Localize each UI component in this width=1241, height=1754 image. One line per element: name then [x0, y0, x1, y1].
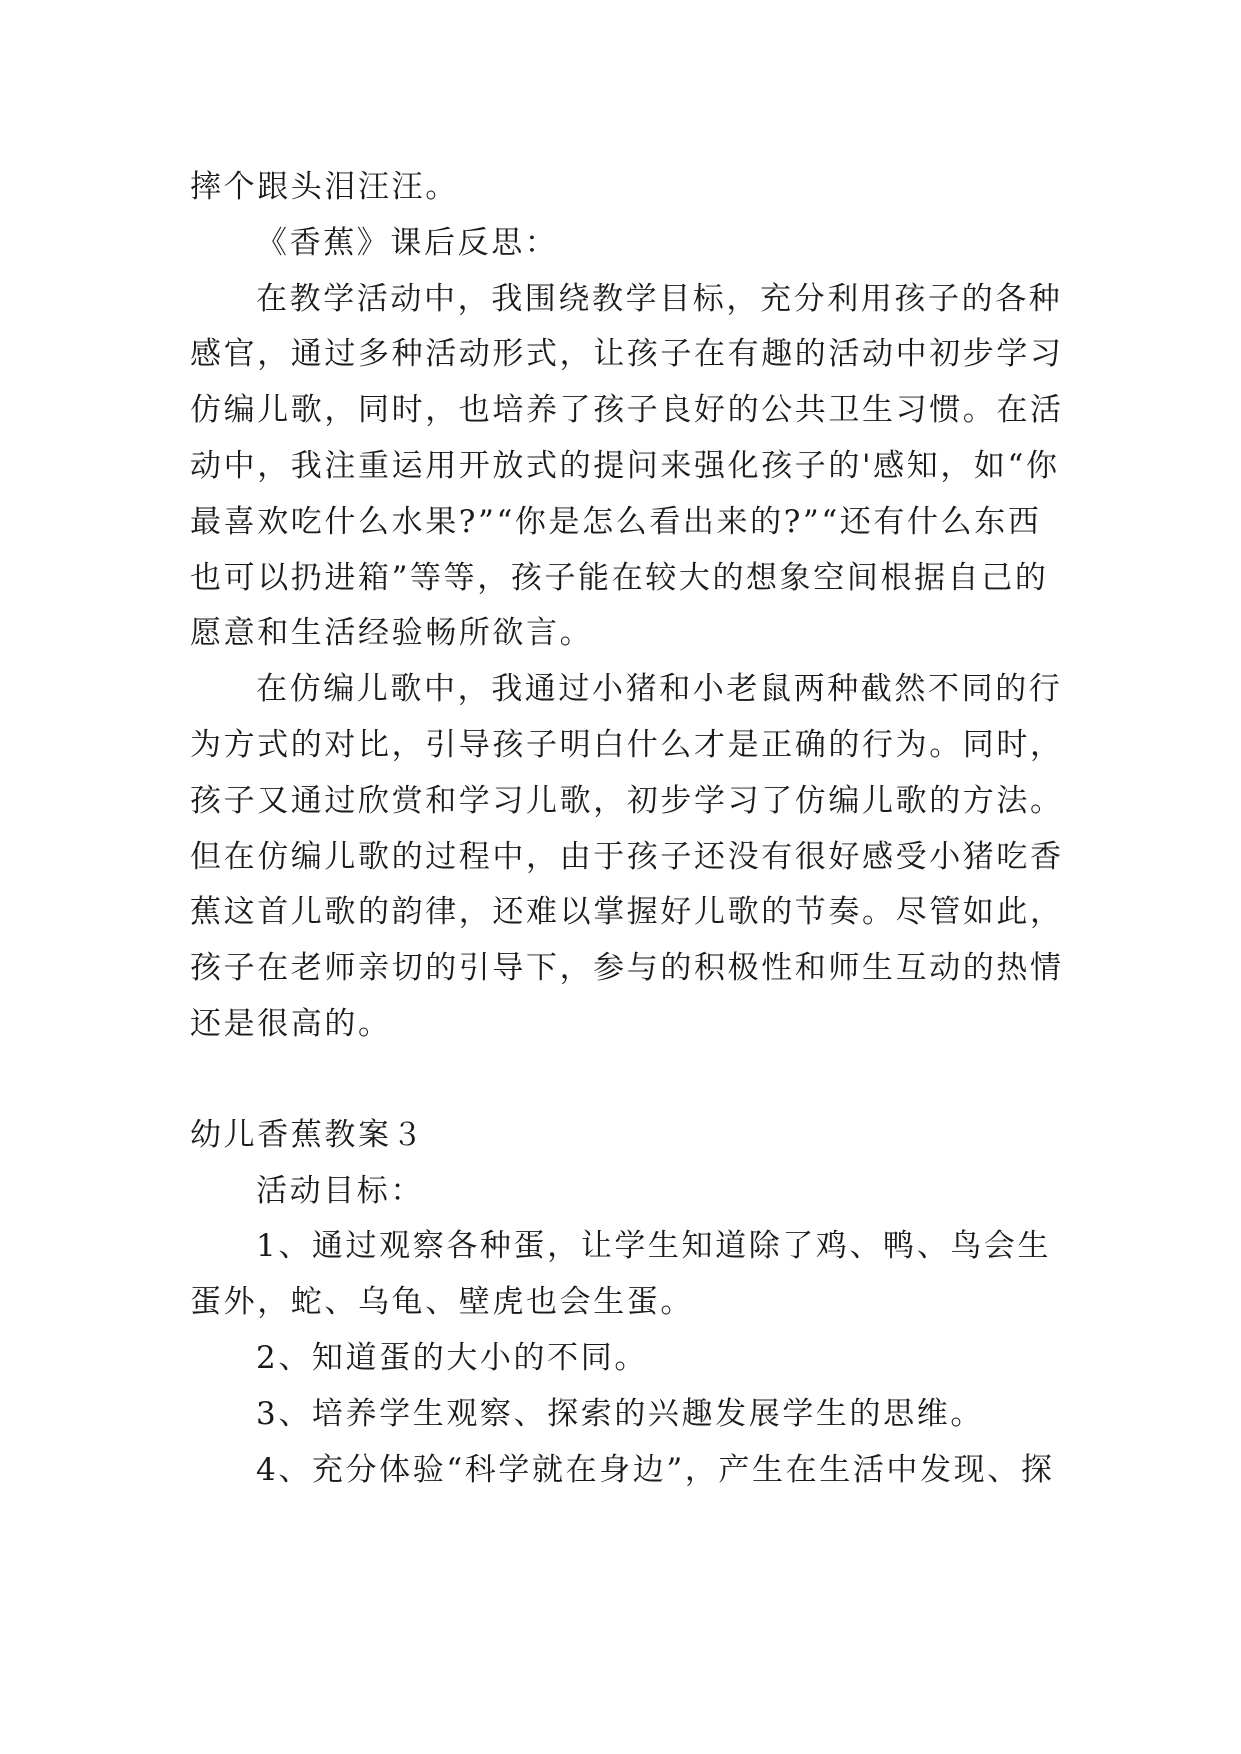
goal-item-4: 4、充分体验“科学就在身边”，产生在生活中发现、探 [256, 1451, 1055, 1488]
text-line: 感官，通过多种活动形式，让孩子在有趣的活动中初步学习 [190, 336, 1064, 373]
text-line: 蕉这首儿歌的韵律，还难以掌握好儿歌的节奏。尽管如此， [190, 894, 1064, 931]
goals-heading: 活动目标： [256, 1172, 424, 1209]
reflection-heading: 《香蕉》课后反思： [256, 224, 559, 261]
text-line: 在仿编儿歌中，我通过小猪和小老鼠两种截然不同的行 [256, 671, 1063, 708]
text-line: 摔个跟头泪汪汪。 [190, 169, 459, 205]
reflection-paragraph-2 [190, 662, 1070, 1053]
text-line: 愿意和生活经验畅所欲言。 [190, 615, 594, 652]
text-line: 但在仿编儿歌的过程中，由于孩子还没有很好感受小猪吃香 [190, 838, 1064, 875]
goal-item-3: 3、培养学生观察、探索的兴趣发展学生的思维。 [256, 1395, 984, 1432]
text-line: 最喜欢吃什么水果?”“你是怎么看出来的?”“还有什么东西 [190, 503, 1042, 540]
text-line: 还是很高的。 [190, 1005, 392, 1042]
reflection-paragraph-1 [190, 272, 1070, 663]
text-line: 孩子又通过欣赏和学习儿歌，初步学习了仿编儿歌的方法。 [190, 782, 1064, 819]
text-line: 动中，我注重运用开放式的提问来强化孩子的'感知，如“你 [190, 447, 1060, 484]
text-line: 仿编儿歌，同时，也培养了孩子良好的公共卫生习惯。在活 [190, 392, 1064, 429]
text-line: 蛋外，蛇、乌龟、壁虎也会生蛋。 [190, 1284, 694, 1321]
text-line: 孩子在老师亲切的引导下，参与的积极性和师生互动的热情 [190, 950, 1064, 987]
goal-item-1 [190, 1219, 1070, 1331]
text-line: 也可以扔进箱”等等，孩子能在较大的想象空间根据自己的 [190, 559, 1049, 596]
text-line: 为方式的对比，引导孩子明白什么才是正确的行为。同时， [190, 726, 1064, 763]
text-line: 在教学活动中，我围绕教学目标，充分利用孩子的各种 [256, 280, 1063, 317]
goal-item-2: 2、知道蛋的大小的不同。 [256, 1339, 648, 1376]
section-gap [190, 1053, 1070, 1108]
document-body [190, 160, 1070, 1498]
section-title: 幼儿香蕉教案３ [190, 1116, 426, 1153]
text-line: 1、通过观察各种蛋，让学生知道除了鸡、鸭、鸟会生 [256, 1228, 1052, 1265]
